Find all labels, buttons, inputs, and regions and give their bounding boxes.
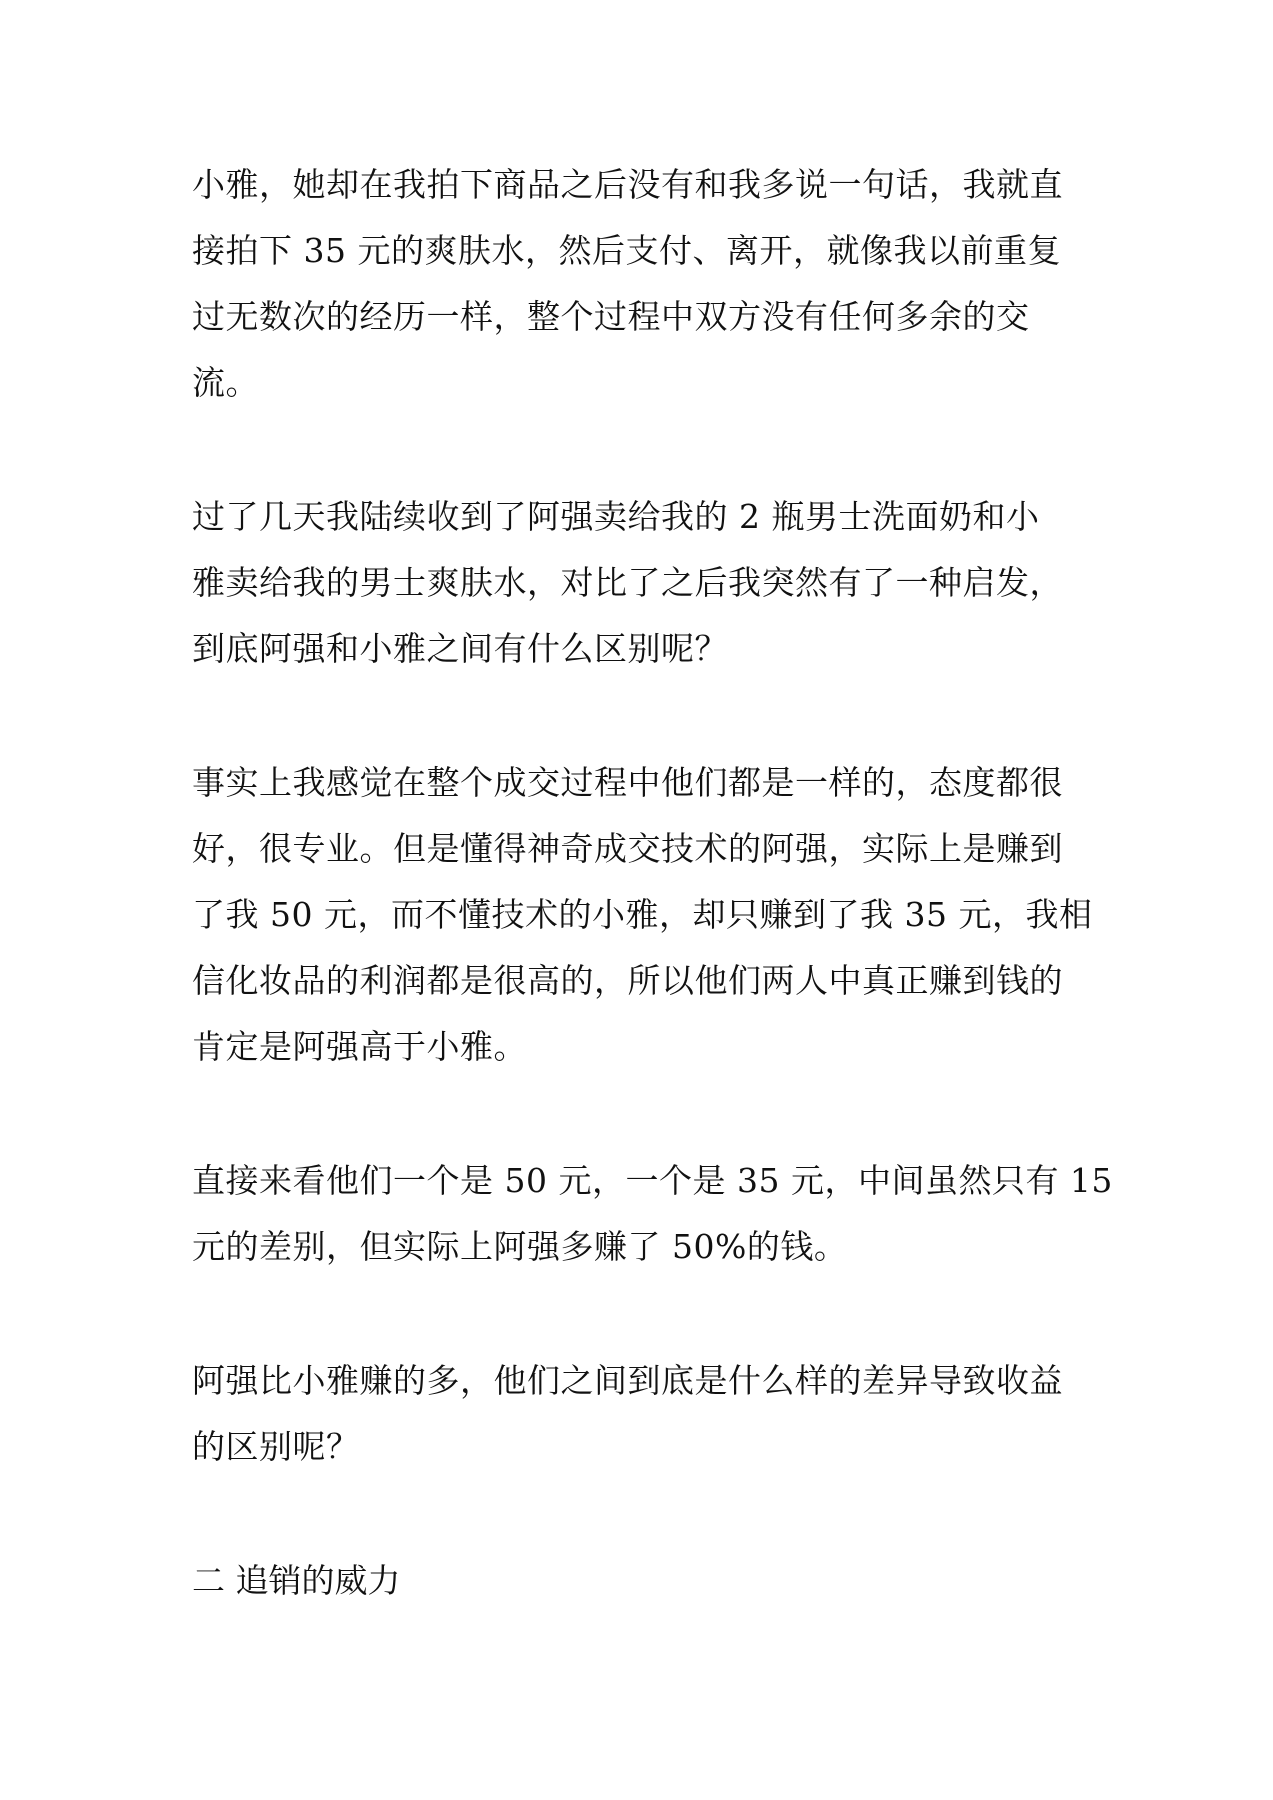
text-line: 元的差别，但实际上阿强多赚了 50%的钱。: [192, 1227, 848, 1266]
text-line: 信化妆品的利润都是很高的，所以他们两人中真正赚到钱的: [192, 961, 1063, 1000]
text-line: 直接来看他们一个是 50 元，一个是 35 元，中间虽然只有 15: [192, 1161, 1113, 1200]
text-line: 流。: [192, 363, 259, 402]
paragraph-4: [192, 1148, 1113, 1280]
text-line: 接拍下 35 元的爽肤水，然后支付、离开，就像我以前重复: [192, 231, 1061, 270]
text-line: 好，很专业。但是懂得神奇成交技术的阿强，实际上是赚到: [192, 829, 1063, 868]
text-line: 过无数次的经历一样，整个过程中双方没有任何多余的交: [192, 297, 1030, 336]
text-line: 小雅，她却在我拍下商品之后没有和我多说一句话，我就直: [192, 165, 1063, 204]
document-body: [192, 152, 1113, 1614]
text-line: 事实上我感觉在整个成交过程中他们都是一样的，态度都很: [192, 763, 1063, 802]
text-line: 阿强比小雅赚的多，他们之间到底是什么样的差异导致收益: [192, 1361, 1063, 1400]
paragraph-1: [192, 152, 1092, 416]
text-line: 雅卖给我的男士爽肤水，对比了之后我突然有了一种启发，: [192, 563, 1063, 602]
paragraph-5: [192, 1348, 1092, 1480]
text-line: 肯定是阿强高于小雅。: [192, 1027, 527, 1066]
section-heading: 二 追销的威力: [192, 1561, 401, 1600]
paragraph-3: [192, 750, 1092, 1080]
paragraph-2: [192, 484, 1092, 682]
text-line: 过了几天我陆续收到了阿强卖给我的 2 瓶男士洗面奶和小: [192, 497, 1040, 536]
text-line: 到底阿强和小雅之间有什么区别呢？: [192, 629, 728, 668]
text-line: 了我 50 元，而不懂技术的小雅，却只赚到了我 35 元，我相: [192, 895, 1093, 934]
text-line: 的区别呢？: [192, 1427, 360, 1466]
